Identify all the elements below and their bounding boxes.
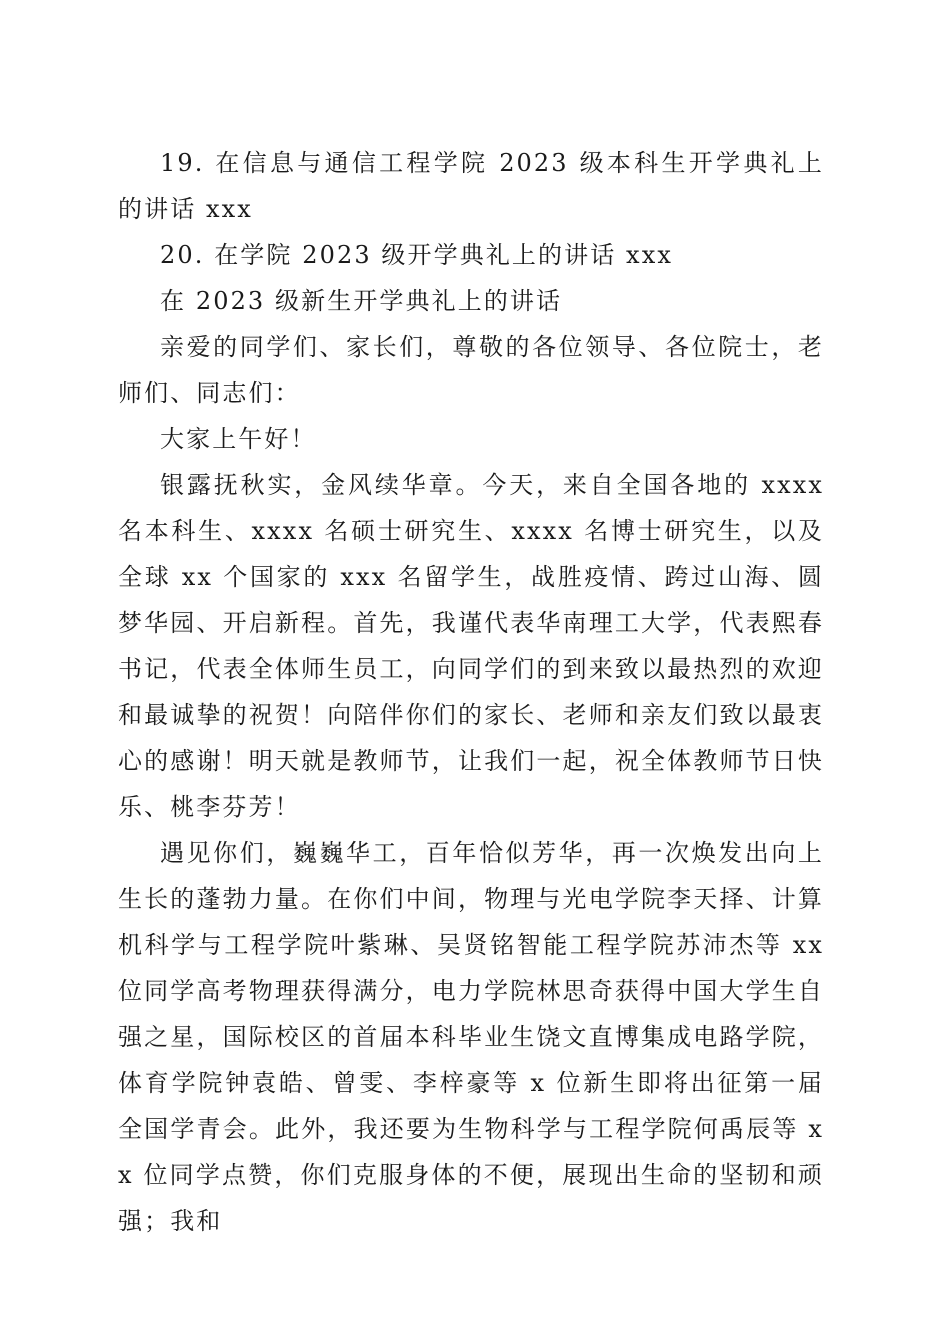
list-item-19: 19. 在信息与通信工程学院 2023 级本科生开学典礼上的讲话 xxx bbox=[118, 149, 824, 223]
greeting: 大家上午好！ bbox=[160, 425, 317, 453]
body-paragraph-students: 遇见你们，巍巍华工，百年恰似芳华，再一次焕发出向上生长的蓬勃力量。在你们中间，物理与光电学院李天择、计算机科学与工程学院叶紫琳、吴贤铭智能工程学院苏沛杰等 xx 位同学高考物理获得满分，电力学院林思奇获得中国大学生自强之星，国际校区的首届本科毕业生饶文直博集成电路学院，体育学院钟袁皓、曾雯、李梓豪等 x 位新生即将出征第一届全国学青会。此外，我还要为生物科学与工程学院何禹辰等 xx 位同学点赞，你们克服身体的不便，展现出生命的坚韧和顽强；我和 bbox=[118, 839, 824, 1235]
salutation: 亲爱的同学们、家长们，尊敬的各位领导、各位院士，老师们、同志们： bbox=[118, 333, 824, 407]
body-paragraph-welcome: 银露抚秋实，金风续华章。今天，来自全国各地的 xxxx 名本科生、xxxx 名硕士研究生、xxxx 名博士研究生，以及全球 xx 个国家的 xxx 名留学生，战胜疫情、跨过山海、圆梦华园、开启新程。首先，我谨代表华南理工大学，代表熙春书记，代表全体师生员工，向同学们的到来致以最热烈的欢迎和最诚挚的祝贺！向陪伴你们的家长、老师和亲友们致以最衷心的感谢！明天就是教师节，让我们一起，祝全体教师节日快乐、桃李芬芳！ bbox=[118, 471, 824, 821]
document-body bbox=[118, 140, 824, 1244]
list-item-20: 20. 在学院 2023 级开学典礼上的讲话 xxx bbox=[160, 241, 673, 269]
speech-title: 在 2023 级新生开学典礼上的讲话 bbox=[160, 287, 563, 315]
